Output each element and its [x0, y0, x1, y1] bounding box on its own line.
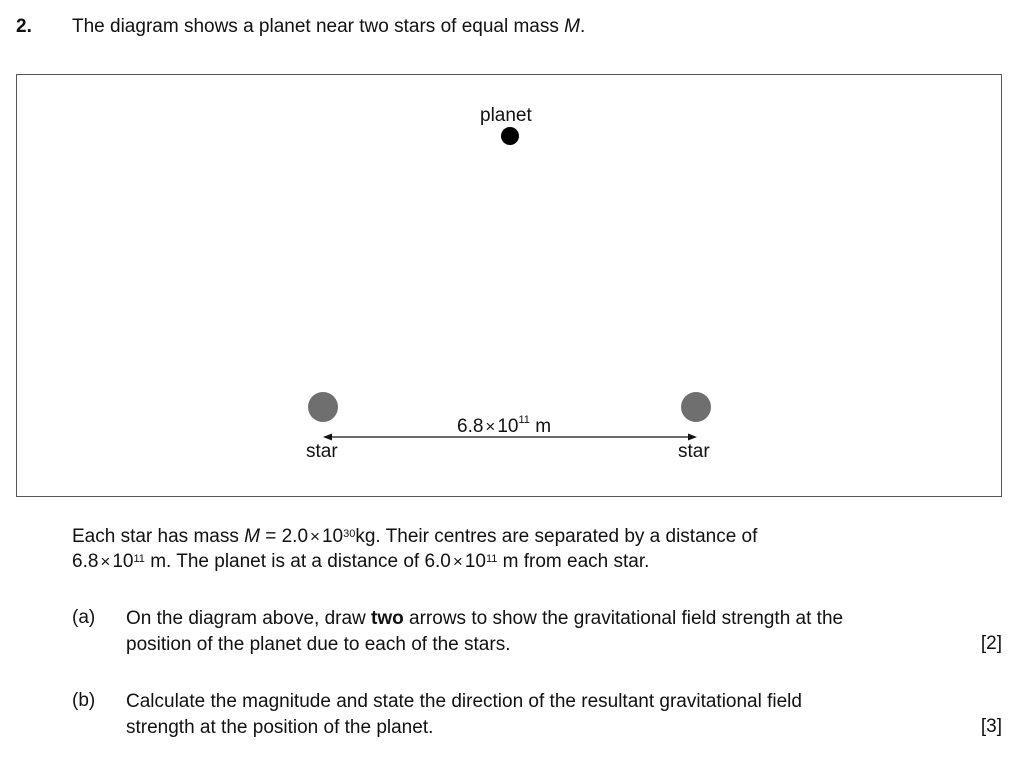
question-intro-end: . [579, 16, 586, 37]
distance-label: $6.8 \times 10^{11}$ m [457, 414, 552, 437]
star-right-icon [681, 392, 711, 422]
part-a-marks: [2] [980, 633, 1002, 654]
mass-variable: M [564, 16, 580, 37]
question-number: 2. [16, 16, 32, 37]
star-left-icon [308, 392, 338, 422]
diagram[interactable] [16, 74, 1002, 497]
part-b-marks: [3] [980, 716, 1002, 737]
part-b-text: Calculate the magnitude and state the direction of the resultant gravitational field strength at the position of the planet. [126, 691, 802, 738]
question-intro-text: The diagram shows a planet near two stars of equal mass [72, 16, 565, 37]
star-right-label: star [678, 441, 710, 462]
part-a-text: On the diagram above, draw two arrows to show the gravitational field strength at the position of the planet due to each of the stars. [126, 608, 844, 655]
part-b-label: (b) [72, 690, 96, 711]
info-line-1: Each star has mass $M = 2.0 \times 10^{30}kg$. Their centres are separated by a distance of [72, 526, 758, 547]
question-intro [72, 16, 585, 38]
info-line-2: $6.8 \times 10^{11}$ m. The planet is at a distance of $6.0 \times 10^{11}$ m from each star. [72, 551, 650, 572]
star-left-label: star [306, 441, 338, 462]
planet-label: planet [480, 105, 532, 126]
planet-icon [501, 127, 519, 145]
part-a-label: (a) [72, 607, 96, 628]
